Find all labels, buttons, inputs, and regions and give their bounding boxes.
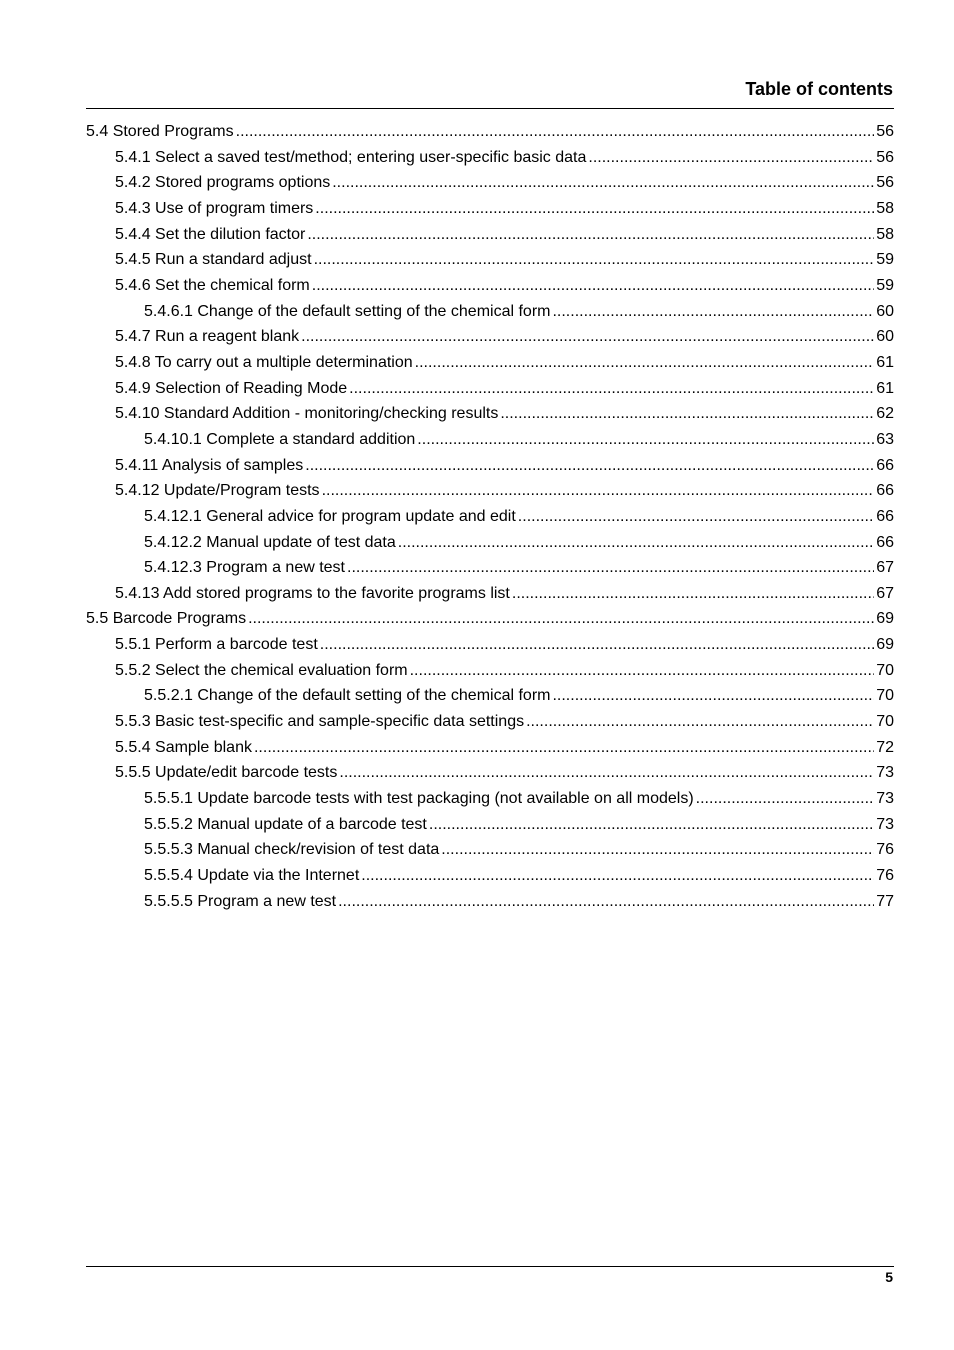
toc-entry-title: 5.5.5.1 Update barcode tests with test packaging (not available on all models) [144,790,694,808]
toc-dot-leader [552,299,874,325]
toc-entry[interactable] [86,555,894,581]
toc-entry-page: 60 [876,302,894,320]
toc-entry[interactable] [86,709,894,735]
toc-entry-title: 5.5 Barcode Programs [86,610,247,628]
toc-entry-title: 5.4.12.3 Program a new test [144,559,345,577]
toc-entry-title: 5.4.6.1 Change of the default setting of the chemical form [144,302,551,320]
toc-entry-title: 5.4.12 Update/Program tests [115,482,320,500]
toc-entry-page: 76 [876,841,894,859]
toc-entry-title: 5.5.3 Basic test-specific and sample-specific data settings [115,713,525,731]
toc-entry-page: 61 [876,379,894,397]
toc-entry[interactable] [86,119,894,145]
toc-entry-title: 5.4.3 Use of program timers [115,199,314,217]
toc-entry-page: 70 [876,661,894,679]
toc-dot-leader [338,889,874,915]
toc-entry[interactable] [86,606,894,632]
toc-entry[interactable] [86,812,894,838]
toc-dot-leader [339,760,874,786]
toc-entry-page: 70 [876,713,894,731]
toc-entry[interactable] [86,837,894,863]
toc-entry-title: 5.4.10.1 Complete a standard addition [144,430,416,448]
toc-entry-title: 5.4.2 Stored programs options [115,174,331,192]
toc-entry[interactable] [86,196,894,222]
toc-entry[interactable] [86,632,894,658]
toc-dot-leader [500,401,874,427]
toc-entry-page: 58 [876,225,894,243]
toc-entry-page: 69 [876,610,894,628]
toc-dot-leader [398,530,874,556]
toc-entry-title: 5.4.12.1 General advice for program update and edit [144,507,516,525]
toc-entry[interactable] [86,324,894,350]
toc-entry-page: 67 [876,559,894,577]
toc-dot-leader [429,812,874,838]
toc-entry-title: 5.5.5.4 Update via the Internet [144,867,360,885]
toc-entry-title: 5.5.4 Sample blank [115,738,252,756]
toc-entry-title: 5.4.1 Select a saved test/method; entering user-specific basic data [115,148,587,166]
toc-entry-page: 66 [876,533,894,551]
toc-entry[interactable] [86,299,894,325]
page-header-title: Table of contents [745,79,893,99]
toc-entry[interactable] [86,222,894,248]
toc-entry[interactable] [86,376,894,402]
toc-entry-title: 5.5.1 Perform a barcode test [115,636,318,654]
toc-entry-title: 5.4.7 Run a reagent blank [115,328,300,346]
toc-entry-page: 56 [876,174,894,192]
toc-entry-title: 5.5.5.2 Manual update of a barcode test [144,815,427,833]
header-divider [86,108,894,109]
toc-entry[interactable] [86,735,894,761]
toc-dot-leader [588,145,874,171]
toc-entry[interactable] [86,530,894,556]
toc-entry-page: 66 [876,482,894,500]
toc-entry-page: 73 [876,790,894,808]
toc-entry-title: 5.5.2.1 Change of the default setting of the chemical form [144,687,551,705]
toc-entry[interactable] [86,350,894,376]
toc-entry[interactable] [86,581,894,607]
toc-entry-page: 66 [876,507,894,525]
page-number: 5 [885,1269,893,1285]
toc-entry-page: 73 [876,764,894,782]
toc-entry-title: 5.4.12.2 Manual update of test data [144,533,396,551]
toc-entry-title: 5.4.11 Analysis of samples [115,456,304,474]
toc-entry-title: 5.5.2 Select the chemical evaluation form [115,661,408,679]
toc-entry[interactable] [86,504,894,530]
toc-entry[interactable] [86,760,894,786]
toc-entry[interactable] [86,273,894,299]
toc-dot-leader [307,222,874,248]
toc-entry-title: 5.4.4 Set the dilution factor [115,225,306,243]
toc-entry[interactable] [86,889,894,915]
toc-entry-page: 67 [876,584,894,602]
toc-dot-leader [552,683,874,709]
toc-dot-leader [236,119,875,145]
toc-entry-page: 66 [876,456,894,474]
toc-dot-leader [410,658,875,684]
toc-entry-title: 5.4.8 To carry out a multiple determination [115,353,413,371]
toc-dot-leader [305,453,874,479]
toc-dot-leader [248,606,874,632]
toc-dot-leader [526,709,874,735]
toc-entry[interactable] [86,658,894,684]
toc-dot-leader [349,376,874,402]
toc-dot-leader [518,504,874,530]
toc-dot-leader [415,350,875,376]
toc-dot-leader [254,735,874,761]
toc-entry[interactable] [86,247,894,273]
toc-dot-leader [322,478,875,504]
toc-entry[interactable] [86,478,894,504]
toc-entry[interactable] [86,683,894,709]
toc-entry[interactable] [86,145,894,171]
toc-entry-page: 72 [876,738,894,756]
toc-entry-page: 63 [876,430,894,448]
table-of-contents [86,119,894,914]
toc-entry-page: 56 [876,148,894,166]
toc-entry[interactable] [86,453,894,479]
toc-dot-leader [332,170,874,196]
toc-entry[interactable] [86,170,894,196]
toc-entry-title: 5.4.13 Add stored programs to the favorite programs list [115,584,510,602]
toc-entry-page: 58 [876,199,894,217]
toc-entry-title: 5.4.6 Set the chemical form [115,276,310,294]
toc-entry-page: 70 [876,687,894,705]
toc-dot-leader [417,427,874,453]
toc-entry[interactable] [86,863,894,889]
toc-dot-leader [315,196,874,222]
toc-entry-title: 5.4 Stored Programs [86,123,234,140]
toc-entry-title: 5.5.5.3 Manual check/revision of test data [144,841,440,859]
toc-dot-leader [512,581,874,607]
toc-entry-page: 76 [876,867,894,885]
footer-divider [86,1266,894,1267]
toc-entry-page: 59 [876,251,894,269]
toc-entry[interactable] [86,427,894,453]
toc-entry-page: 61 [876,353,894,371]
toc-entry-page: 59 [876,276,894,294]
toc-entry-page: 60 [876,328,894,346]
toc-dot-leader [320,632,874,658]
toc-entry-title: 5.4.5 Run a standard adjust [115,251,312,269]
toc-entry-title: 5.4.10 Standard Addition - monitoring/checking results [115,405,499,423]
toc-entry[interactable] [86,401,894,427]
toc-entry-title: 5.5.5 Update/edit barcode tests [115,764,338,782]
toc-entry-title: 5.5.5.5 Program a new test [144,892,337,910]
toc-dot-leader [361,863,874,889]
toc-entry[interactable] [86,786,894,812]
toc-dot-leader [347,555,874,581]
toc-entry-title: 5.4.9 Selection of Reading Mode [115,379,348,397]
toc-entry-page: 56 [876,123,894,140]
toc-dot-leader [312,273,874,299]
toc-dot-leader [696,786,875,812]
toc-dot-leader [314,247,875,273]
toc-dot-leader [301,324,874,350]
toc-entry-page: 77 [876,892,894,910]
toc-entry-page: 73 [876,815,894,833]
toc-dot-leader [441,837,874,863]
toc-entry-page: 69 [876,636,894,654]
toc-entry-page: 62 [876,405,894,423]
